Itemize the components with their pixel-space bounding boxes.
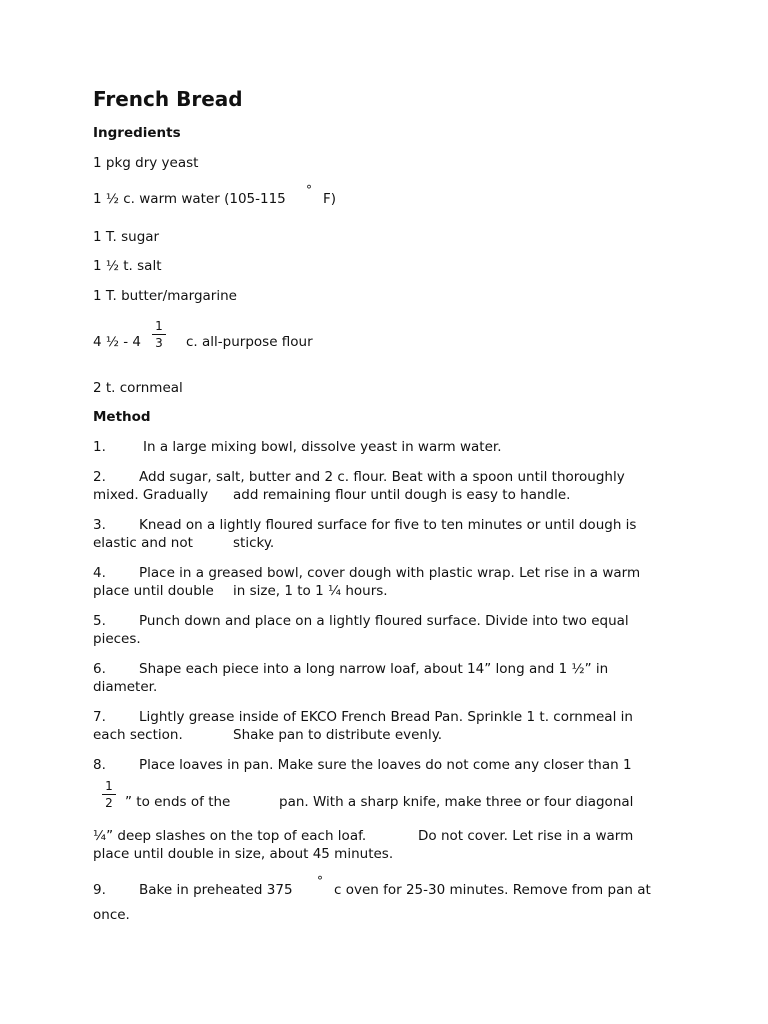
method-heading: Method [93,409,151,425]
fraction-denominator: 2 [105,796,113,810]
step-number: 1. [93,439,106,455]
step-text: Shape each piece into a long narrow loaf, about 14” long and 1 ½” in [139,661,609,677]
method-step-3-cont2: sticky. [233,535,275,551]
ingredient-cornmeal: 2 t. cornmeal [93,380,183,396]
method-step-8-cont5: place until double in size, about 45 minutes. [93,846,394,862]
method-step-4 [93,564,640,582]
method-step-9 [93,881,293,899]
step-text: Place in a greased bowl, cover dough with plastic wrap. Let rise in a warm [139,565,641,581]
method-step-8-cont: ” to ends of the [125,794,231,810]
ingredient-water: 1 ½ c. warm water (105-115 [93,191,286,207]
step-number: 8. [93,757,106,773]
method-step-4-cont: place until double [93,583,214,599]
step-text: Bake in preheated 375 [139,882,293,898]
method-step-6 [93,660,608,678]
degree-symbol: ° [306,183,312,197]
method-step-8-cont2: pan. With a sharp knife, make three or four diagonal [279,794,634,810]
step-text: Punch down and place on a lightly floured surface. Divide into two equal [139,613,629,629]
step-number: 6. [93,661,106,677]
method-step-4-cont2: in size, 1 to 1 ¼ hours. [233,583,388,599]
method-step-6-cont: diameter. [93,679,158,695]
step-text: Place loaves in pan. Make sure the loaves do not come any closer than 1 [139,757,632,773]
fraction-bar [102,794,116,795]
method-step-5-cont: pieces. [93,631,141,647]
fraction-one-half [102,779,116,810]
ingredient-flour: c. all-purpose flour [186,334,313,350]
method-step-7-cont2: Shake pan to distribute evenly. [233,727,443,743]
method-step-8 [93,756,632,774]
step-number: 7. [93,709,106,725]
ingredient-flour-amount: 4 ½ - 4 [93,334,142,350]
method-step-1 [93,438,502,456]
ingredients-heading: Ingredients [93,125,181,141]
method-step-2-cont [93,486,208,504]
method-step-9-cont: c oven for 25-30 minutes. Remove from pan at [334,882,651,898]
method-step-2-cont2: add remaining flour until dough is easy to handle. [233,487,571,503]
method-step-8-cont4: Do not cover. Let rise in a warm [418,828,634,844]
method-step-7-cont: each section. [93,727,183,743]
step-text: Knead on a lightly floured surface for five to ten minutes or until dough is [139,517,637,533]
method-step-5 [93,612,629,630]
step-text: In a large mixing bowl, dissolve yeast in warm water. [143,439,502,455]
degree-symbol: ° [317,874,323,888]
step-number: 9. [93,882,106,898]
ingredient-salt: 1 ½ t. salt [93,258,162,274]
method-step-2 [93,468,625,486]
step-text: mixed. Gradually [93,487,209,503]
step-number: 5. [93,613,106,629]
fraction-denominator: 3 [155,336,163,350]
fraction-bar [152,334,166,335]
page-title: French Bread [93,87,243,111]
step-number: 3. [93,517,106,533]
method-step-3 [93,516,636,534]
method-step-3-cont: elastic and not [93,535,193,551]
method-step-7 [93,708,633,726]
step-number: 2. [93,469,106,485]
step-text: Lightly grease inside of EKCO French Bread Pan. Sprinkle 1 t. cornmeal in [139,709,633,725]
ingredient-water-unit: F) [323,191,337,207]
fraction-one-third [152,319,166,350]
method-step-9-cont2: once. [93,907,130,923]
step-number: 4. [93,565,106,581]
method-step-8-cont3: ¼” deep slashes on the top of each loaf. [93,828,367,844]
fraction-numerator: 1 [105,779,113,793]
step-text: Add sugar, salt, butter and 2 c. flour. Beat with a spoon until thoroughly [139,469,625,485]
fraction-numerator: 1 [155,319,163,333]
ingredient-yeast: 1 pkg dry yeast [93,155,199,171]
ingredient-sugar: 1 T. sugar [93,229,160,245]
ingredient-butter: 1 T. butter/margarine [93,288,237,304]
